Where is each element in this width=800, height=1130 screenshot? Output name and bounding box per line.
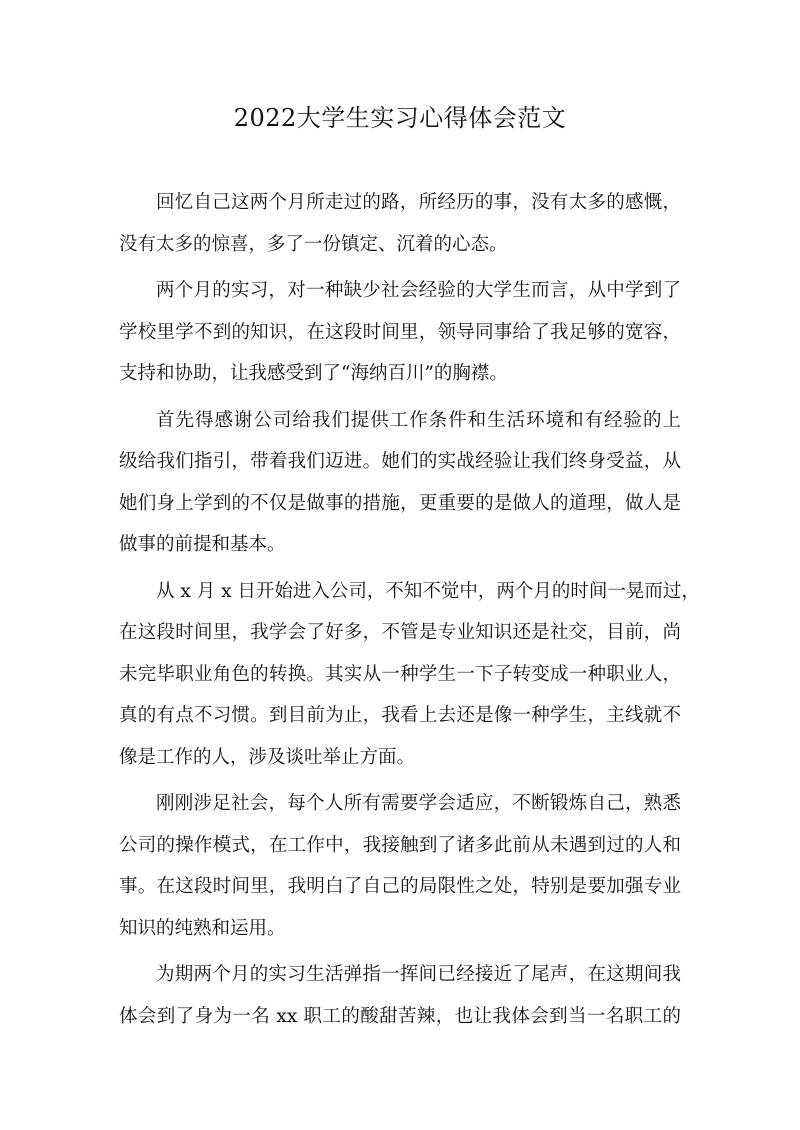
paragraph-2 [119,270,681,395]
paragraph-line: 支持和协助，让我感受到了“海纳百川”的胸襟。 [119,363,508,384]
document-body [119,182,700,1042]
paragraph-5 [119,783,681,949]
paragraph-1 [119,182,681,265]
paragraph-line: 知识的纯熟和运用。 [119,917,286,939]
paragraph-line: 为期两个月的实习生活弹指一挥间已经接近了尾声，在这期间我 [156,964,681,985]
paragraph-line: 级给我们指引，带着我们迈进。她们的实战经验让我们终身受益，从 [119,451,681,472]
paragraph-line: 像是工作的人，涉及谈吐举止方面。 [119,746,416,768]
paragraph-line: 首先得感谢公司给我们提供工作条件和生活环境和有经验的上 [156,409,681,431]
paragraph-line: 没有太多的惊喜，多了一份镇定、沉着的心态。 [119,233,508,255]
paragraph-6 [119,954,681,1037]
paragraph-line: 做事的前提和基本。 [119,534,286,555]
paragraph-line: 回忆自己这两个月所走过的路，所经历的事，没有太多的感慨， [156,192,681,213]
paragraph-3 [119,400,681,566]
paragraph-line: 学校里学不到的知识，在这段时间里，领导同事给了我足够的宽容， [119,321,681,343]
paragraph-line: 从 x 月 x 日开始进入公司，不知不觉中，两个月的时间一晃而过， [156,580,700,602]
paragraph-line: 刚刚涉足社会，每个人所有需要学会适应，不断锻炼自己，熟悉 [156,793,681,814]
paragraph-line: 她们身上学到的不仅是做事的措施，更重要的是做人的道理，做人是 [119,492,681,514]
paragraph-line: 两个月的实习，对一种缺少社会经验的大学生而言，从中学到了 [156,280,681,301]
paragraph-line: 体会到了身为一名 xx 职工的酸甜苦辣，也让我体会到当一名职工的 [119,1005,681,1027]
paragraph-line: 事。在这段时间里，我明白了自己的局限性之处，特别是要加强专业 [119,876,681,897]
paragraph-line: 真的有点不习惯。到目前为止，我看上去还是像一种学生，主线就不 [119,705,681,726]
paragraph-line: 公司的操作模式，在工作中，我接触到了诸多此前从未遇到过的人和 [119,834,681,856]
document-title: 2022大学生实习心得体会范文 [233,104,567,132]
paragraph-4 [119,571,700,779]
paragraph-line: 在这段时间里，我学会了好多，不管是专业知识还是社交，目前，尚 [119,622,681,643]
paragraph-line: 未完毕职业角色的转换。其实从一种学生一下子转变成一种职业人， [119,663,681,685]
